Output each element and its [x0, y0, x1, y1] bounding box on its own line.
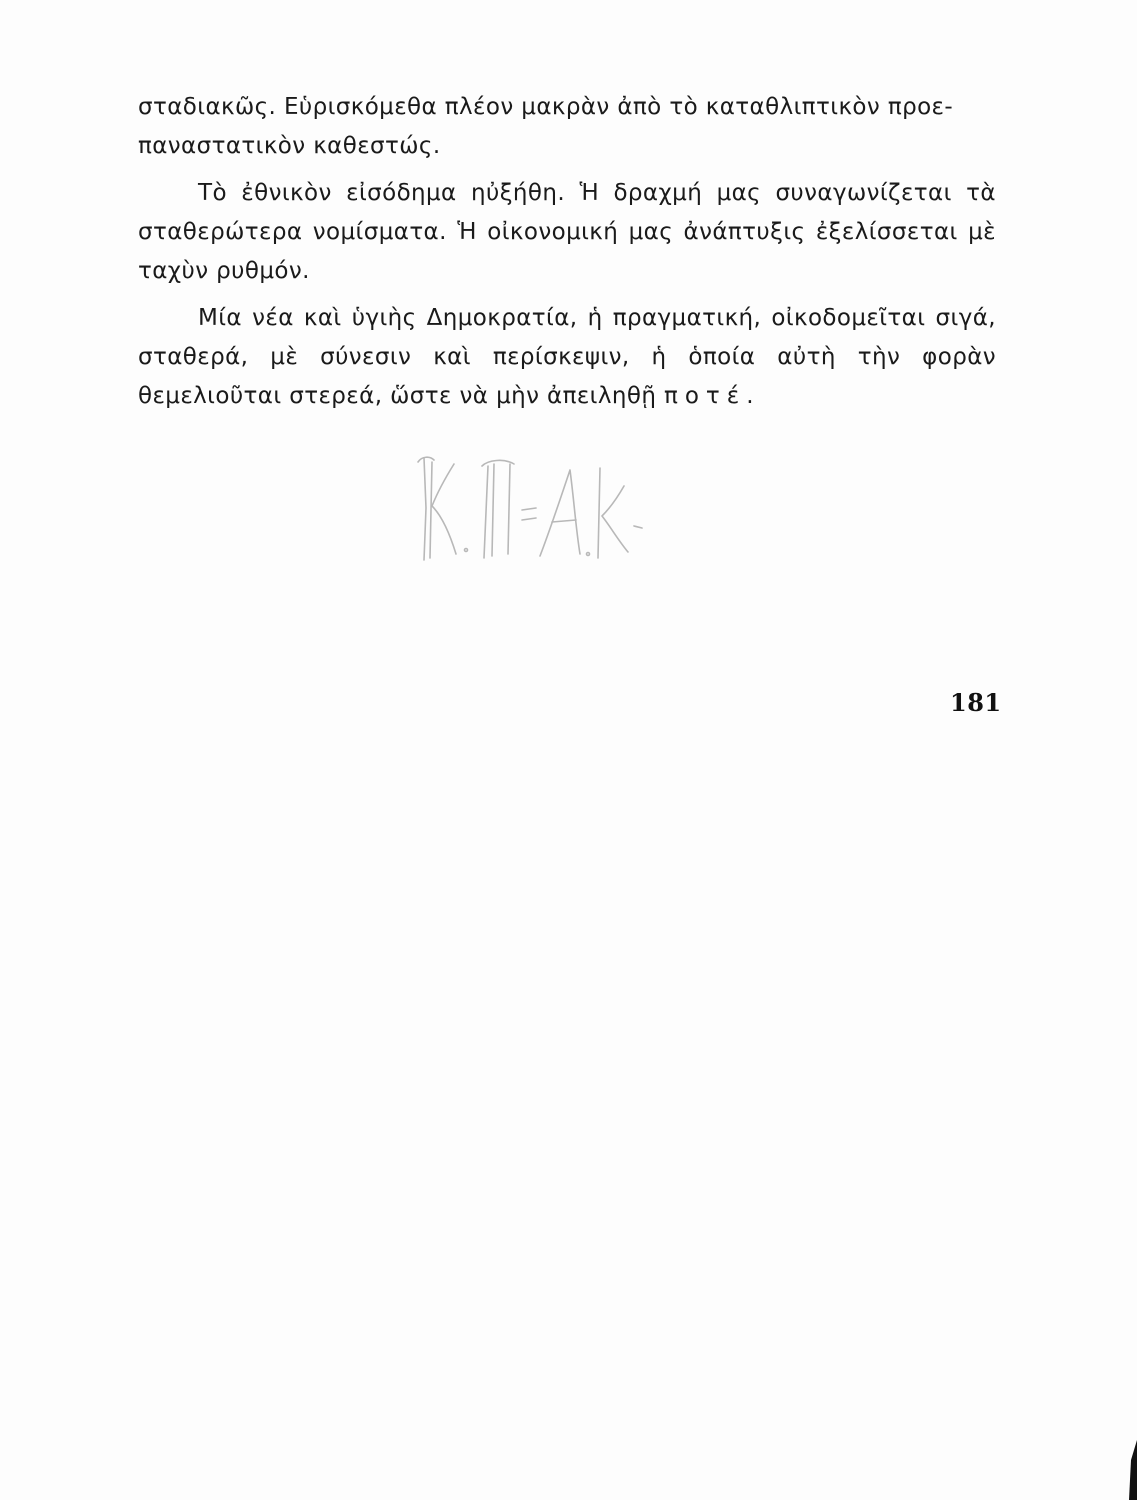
paragraph-2	[138, 174, 996, 291]
body-text	[138, 88, 996, 416]
paragraph-3-emphasis: ποτέ.	[664, 383, 761, 409]
scan-edge-mark	[1125, 1440, 1137, 1500]
paragraph-3-text: Μία νέα καὶ ὑγιὴς Δημοκρατία, ἡ πραγματική, οἰκοδομεῖται σιγά, σταθερά, μὲ σύνεσιν καὶ περίσκεψιν, ἡ ὁποία αὐτὴ τὴν φορὰν θεμελιοῦται στερεά, ὥστε νὰ μὴν ἀπειληθῇ	[138, 305, 996, 409]
paragraph-3	[138, 299, 996, 416]
paragraph-1-text: σταδιακῶς. Εὑρισκόμεθα πλέον μακρὰν ἀπὸ τὸ καταθλιπτικὸν προε- παναστατικὸν καθεστώς.	[138, 94, 954, 159]
handwritten-signature	[410, 450, 670, 565]
page-number: 181	[950, 688, 1002, 717]
paragraph-1	[138, 88, 996, 166]
paragraph-2-text: Τὸ ἐθνικὸν εἰσόδημα ηὐξήθη. Ἡ δραχμή μας συναγωνίζεται τὰ σταθερώτερα νομίσματα. Ἡ οἰκονομική μας ἀνάπτυξις ἐξελίσσεται μὲ ταχὺν ρυθμόν.	[138, 180, 996, 284]
